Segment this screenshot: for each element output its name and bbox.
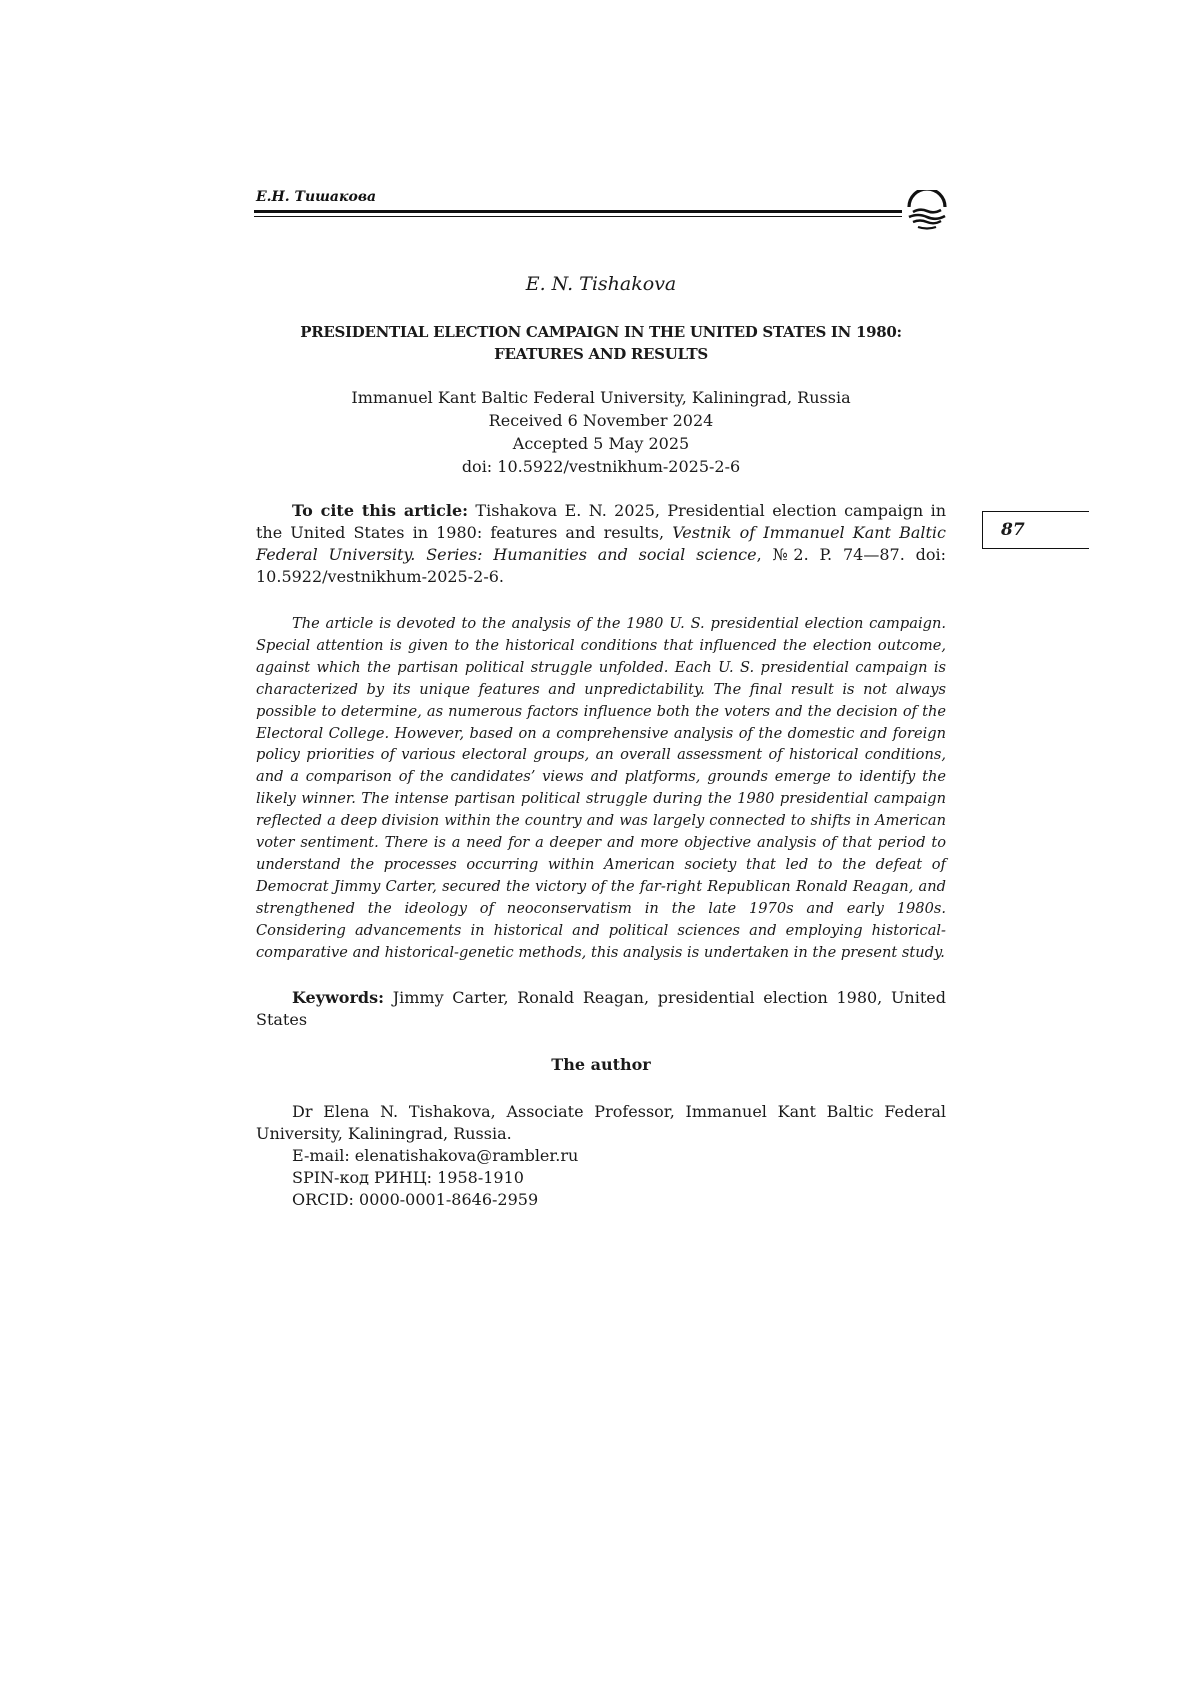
citation-text-end: , №2. P. 74—87. doi: 10.5922/vestnikhum-2025-2-6. bbox=[256, 545, 946, 586]
article-meta bbox=[256, 386, 946, 478]
author-contacts bbox=[292, 1145, 942, 1211]
running-header-author: Е.Н. Тишакова bbox=[256, 189, 377, 205]
header-rule-thin bbox=[254, 216, 902, 217]
title-line-2: FEATURES AND RESULTS bbox=[494, 345, 708, 363]
abstract: The article is devoted to the analysis of the 1980 U. S. presidential election campaign. Special attention is given to the historical conditions that influenced the election outcome, against which the partisan political struggle unfolded. Each U. S. presidential campaign is characterized by its unique features and unpredictability. The final result is not always possible to determine, as numerous factors influence both the voters and the decision of the Electoral College. However, based on a comprehensive analysis of the domestic and foreign policy priorities of various electoral groups, an overall assessment of historical conditions, and a comparison of the candidates’ views and platforms, grounds emerge to identify the likely winner. The intense partisan political struggle during the 1980 presidential campaign reflected a deep division within the country and was largely connected to shifts in American voter sentiment. There is a need for a deeper and more objective analysis of that period to understand the processes occurring within American society that led to the defeat of Democrat Jimmy Carter, secured the victory of the far-right Republican Ronald Reagan, and strengthened the ideology of neoconservatism in the late 1970s and early 1980s. Considering advancements in historical and political sciences and employing historical-comparative and historical-genetic methods, this analysis is undertaken in the present study. bbox=[256, 615, 946, 961]
citation-journal: Vestnik of Immanuel Kant Baltic Federal University. Series: Humanities and social science bbox=[256, 523, 947, 564]
author-spin: SPIN-код РИНЦ: 1958-1910 bbox=[292, 1168, 524, 1187]
about-author-heading: The author bbox=[551, 1055, 651, 1074]
article-title bbox=[256, 321, 946, 365]
page-number-box bbox=[982, 511, 1089, 549]
affiliation: Immanuel Kant Baltic Federal University, Kaliningrad, Russia bbox=[351, 388, 851, 407]
citation-label: To cite this article: bbox=[292, 501, 469, 520]
header-rule bbox=[254, 210, 902, 213]
citation-paragraph bbox=[256, 500, 946, 588]
citation-text: Tishakova E. N. 2025, Presidential election campaign in the United States in 1980: features and results, bbox=[256, 501, 947, 542]
title-line-1: PRESIDENTIAL ELECTION CAMPAIGN IN THE UNITED STATES IN 1980: bbox=[300, 323, 902, 341]
article-author: E. N. Tishakova bbox=[525, 273, 677, 295]
keywords-label: Keywords: bbox=[292, 988, 385, 1007]
author-orcid: ORCID: 0000-0001-8646-2959 bbox=[292, 1190, 539, 1209]
author-email: E-mail: elenatishakova@rambler.ru bbox=[292, 1146, 579, 1165]
keywords-paragraph bbox=[256, 987, 946, 1031]
received-date: Received 6 November 2024 bbox=[488, 411, 714, 430]
doi: doi: 10.5922/vestnikhum-2025-2-6 bbox=[461, 457, 741, 476]
author-bio: Dr Elena N. Tishakova, Associate Professor, Immanuel Kant Baltic Federal University, Kaliningrad, Russia. bbox=[256, 1102, 946, 1143]
page-number: 87 bbox=[1001, 520, 1025, 540]
keywords-text: Jimmy Carter, Ronald Reagan, presidential election 1980, United States bbox=[256, 988, 946, 1029]
accepted-date: Accepted 5 May 2025 bbox=[512, 434, 690, 453]
journal-logo-icon bbox=[904, 190, 950, 232]
